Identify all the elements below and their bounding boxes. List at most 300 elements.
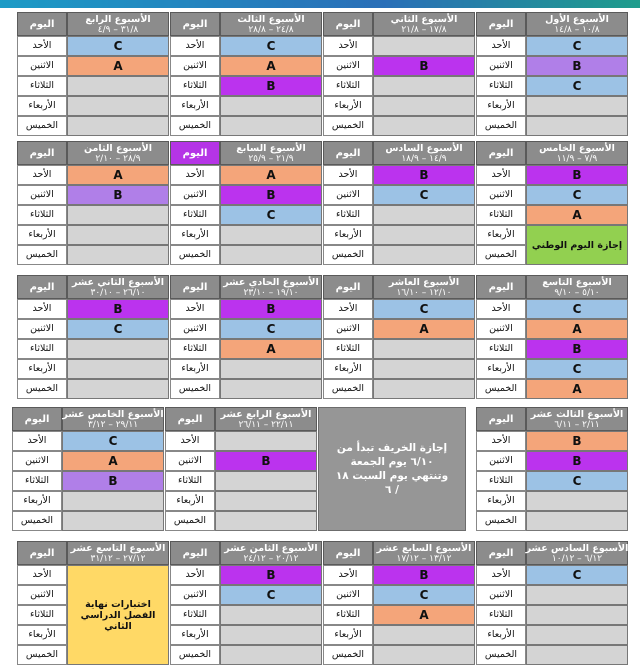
- rotation-cell[interactable]: C: [220, 319, 322, 339]
- rotation-cell[interactable]: A: [220, 165, 322, 185]
- day-name: الأربعاء: [170, 225, 220, 245]
- week-dates: ٢٦/١٠ – ٣٠/١٠: [90, 287, 146, 298]
- day-name: الخميس: [476, 379, 526, 399]
- rotation-cell[interactable]: [526, 625, 628, 645]
- week-header: [215, 407, 317, 431]
- week-table: [476, 407, 628, 531]
- week-header: [373, 12, 475, 36]
- week-title: الأسبوع الحادي عشر: [223, 276, 319, 288]
- day-row: [170, 116, 322, 136]
- rotation-cell[interactable]: [67, 359, 169, 379]
- day-name: الثلاثاء: [170, 339, 220, 359]
- day-column-header: اليوم: [17, 275, 67, 299]
- day-row: [323, 359, 475, 379]
- week-table: [170, 12, 322, 136]
- rotation-cell[interactable]: C: [373, 585, 475, 605]
- day-name: الأربعاء: [17, 96, 67, 116]
- day-name: الخميس: [476, 245, 526, 265]
- rotation-cell[interactable]: [373, 96, 475, 116]
- day-row: [476, 565, 628, 585]
- rotation-cell[interactable]: [220, 605, 322, 625]
- rotation-cell[interactable]: A: [220, 56, 322, 76]
- day-row: [323, 299, 475, 319]
- day-name: الأربعاء: [476, 225, 526, 245]
- day-name: الثلاثاء: [170, 205, 220, 225]
- day-column-header: اليوم: [17, 141, 67, 165]
- rotation-cell[interactable]: B: [373, 165, 475, 185]
- day-name: الثلاثاء: [165, 471, 215, 491]
- week-title: الأسبوع السادس عشر: [525, 542, 629, 554]
- rotation-cell[interactable]: B: [67, 185, 169, 205]
- day-name: الخميس: [476, 511, 526, 531]
- week-dates: ٢/١١ – ٦/١١: [554, 419, 600, 430]
- day-name: الخميس: [165, 511, 215, 531]
- week-table: [12, 407, 164, 531]
- rotation-cell[interactable]: A: [526, 319, 628, 339]
- rotation-cell[interactable]: C: [526, 76, 628, 96]
- autumn-break-notice: إجازة الخريف تبدأ من ٦/١٠ يوم الجمعة وتنتهي يوم السبت ١٨ / ٦: [318, 407, 466, 531]
- week-table: [476, 541, 628, 665]
- day-row: [323, 245, 475, 265]
- week-title: الأسبوع السابع: [236, 142, 306, 154]
- rotation-cell[interactable]: B: [62, 471, 164, 491]
- day-name: الثلاثاء: [170, 605, 220, 625]
- week-table: [323, 275, 475, 399]
- day-row: [323, 625, 475, 645]
- rotation-cell[interactable]: C: [373, 185, 475, 205]
- day-row: [17, 56, 169, 76]
- day-row: [165, 431, 317, 451]
- rotation-cell[interactable]: [526, 511, 628, 531]
- day-row: [170, 165, 322, 185]
- rotation-cell[interactable]: B: [526, 56, 628, 76]
- rotation-cell[interactable]: A: [526, 205, 628, 225]
- rotation-cell[interactable]: [526, 605, 628, 625]
- rotation-cell[interactable]: [373, 116, 475, 136]
- week-table: [476, 275, 628, 399]
- day-row: [17, 245, 169, 265]
- day-name: الخميس: [170, 645, 220, 665]
- day-column-header: اليوم: [170, 12, 220, 36]
- week-header: [373, 541, 475, 565]
- final-exams-note: اختبارات نهاية الفصل الدراسي الثاني: [67, 565, 169, 665]
- rotation-cell[interactable]: C: [526, 565, 628, 585]
- day-row: [323, 116, 475, 136]
- day-name: الثلاثاء: [17, 605, 67, 625]
- day-name: الأربعاء: [323, 225, 373, 245]
- day-name: الأربعاء: [170, 96, 220, 116]
- week-table: [170, 141, 322, 265]
- day-row: [476, 116, 628, 136]
- day-column-header: اليوم: [12, 407, 62, 431]
- day-row: [170, 205, 322, 225]
- day-name: الأحد: [170, 165, 220, 185]
- day-name: الاثنين: [170, 319, 220, 339]
- day-row: [476, 585, 628, 605]
- week-table: [165, 407, 317, 531]
- rotation-cell[interactable]: B: [526, 339, 628, 359]
- day-row: [323, 585, 475, 605]
- week-title: الأسبوع السابع عشر: [376, 542, 472, 554]
- rotation-cell[interactable]: [67, 76, 169, 96]
- week-title: الأسبوع السادس: [385, 142, 463, 154]
- rotation-cell[interactable]: [67, 96, 169, 116]
- week-dates: ١٢/١٠ – ١٦/١٠: [396, 287, 452, 298]
- rotation-cell[interactable]: [220, 379, 322, 399]
- day-row: [17, 185, 169, 205]
- week-title: الأسبوع الخامس: [539, 142, 615, 154]
- rotation-cell[interactable]: A: [526, 379, 628, 399]
- rotation-cell[interactable]: [220, 96, 322, 116]
- week-dates: ٧/٩ – ١١/٩: [556, 153, 598, 164]
- day-name: الأحد: [323, 165, 373, 185]
- rotation-cell[interactable]: C: [526, 36, 628, 56]
- rotation-cell[interactable]: [526, 96, 628, 116]
- day-name: الخميس: [170, 245, 220, 265]
- day-column-header: اليوم: [17, 12, 67, 36]
- day-name: الأحد: [476, 36, 526, 56]
- day-name: الاثنين: [476, 451, 526, 471]
- rotation-cell[interactable]: [220, 645, 322, 665]
- rotation-cell[interactable]: [373, 205, 475, 225]
- rotation-cell[interactable]: A: [373, 319, 475, 339]
- week-dates: ٦/١٢ – ١٠/١٢: [551, 553, 603, 564]
- week-table: [170, 541, 322, 665]
- day-name: الأحد: [17, 299, 67, 319]
- week-header: [220, 12, 322, 36]
- day-name: الأربعاء: [12, 491, 62, 511]
- day-name: الاثنين: [17, 585, 67, 605]
- rotation-cell[interactable]: [67, 339, 169, 359]
- day-row: [170, 379, 322, 399]
- day-row: [170, 585, 322, 605]
- day-row: [476, 359, 628, 379]
- day-row: [170, 565, 322, 585]
- day-row: [476, 471, 628, 491]
- week-header: [220, 541, 322, 565]
- week-dates: ١٣/١٢ – ١٧/١٢: [396, 553, 452, 564]
- top-accent-bar: [0, 0, 640, 8]
- day-name: الخميس: [170, 116, 220, 136]
- day-name: الأحد: [12, 431, 62, 451]
- week-title: الأسبوع الثالث: [237, 13, 305, 25]
- rotation-cell[interactable]: B: [526, 431, 628, 451]
- rotation-cell[interactable]: [526, 491, 628, 511]
- day-name: الأربعاء: [476, 96, 526, 116]
- day-row: [170, 56, 322, 76]
- rotation-cell[interactable]: B: [373, 565, 475, 585]
- week-title: الأسبوع العاشر: [388, 276, 460, 288]
- rotation-cell[interactable]: B: [220, 299, 322, 319]
- day-column-header: اليوم: [323, 141, 373, 165]
- day-row: [323, 319, 475, 339]
- week-title: الأسبوع الثالث عشر: [530, 408, 624, 420]
- rotation-cell[interactable]: C: [526, 299, 628, 319]
- day-name: الأحد: [323, 565, 373, 585]
- rotation-cell[interactable]: A: [67, 165, 169, 185]
- day-row: [476, 56, 628, 76]
- rotation-cell[interactable]: [215, 431, 317, 451]
- day-row: [12, 471, 164, 491]
- day-row: [170, 339, 322, 359]
- day-row: [476, 491, 628, 511]
- day-row: [17, 165, 169, 185]
- rotation-cell[interactable]: [526, 116, 628, 136]
- day-row: [165, 511, 317, 531]
- day-row: [17, 205, 169, 225]
- day-name: الاثنين: [476, 56, 526, 76]
- day-name: الأحد: [170, 565, 220, 585]
- rotation-cell[interactable]: [373, 359, 475, 379]
- day-column-header: اليوم: [165, 407, 215, 431]
- rotation-cell[interactable]: [526, 585, 628, 605]
- rotation-cell[interactable]: [215, 491, 317, 511]
- day-name: الأربعاء: [323, 359, 373, 379]
- rotation-cell[interactable]: [220, 116, 322, 136]
- day-name: الأحد: [170, 299, 220, 319]
- rotation-cell[interactable]: [62, 491, 164, 511]
- rotation-cell[interactable]: B: [526, 165, 628, 185]
- week-table: [17, 12, 169, 136]
- day-name: الأحد: [476, 431, 526, 451]
- day-row: [323, 165, 475, 185]
- rotation-cell[interactable]: A: [220, 339, 322, 359]
- day-row: [323, 36, 475, 56]
- week-header: [373, 275, 475, 299]
- week-title: الأسبوع الأول: [545, 13, 609, 25]
- day-row: [17, 319, 169, 339]
- rotation-cell[interactable]: [215, 471, 317, 491]
- week-title: الأسبوع التاسع: [542, 276, 612, 288]
- day-row: [12, 451, 164, 471]
- day-row: [12, 511, 164, 531]
- day-name: الثلاثاء: [323, 605, 373, 625]
- day-column-header: اليوم: [476, 275, 526, 299]
- week-header: [67, 275, 169, 299]
- day-row: [17, 379, 169, 399]
- rotation-cell[interactable]: [67, 245, 169, 265]
- rotation-cell[interactable]: [220, 245, 322, 265]
- day-row: [323, 205, 475, 225]
- week-header: [526, 541, 628, 565]
- week-title: الأسبوع الخامس عشر: [62, 408, 164, 420]
- day-row: [476, 185, 628, 205]
- day-column-header: اليوم: [323, 275, 373, 299]
- day-name: الاثنين: [170, 185, 220, 205]
- day-name: الثلاثاء: [323, 205, 373, 225]
- day-row: [323, 96, 475, 116]
- day-name: الخميس: [323, 116, 373, 136]
- rotation-cell[interactable]: C: [67, 319, 169, 339]
- day-name: الاثنين: [476, 319, 526, 339]
- rotation-cell[interactable]: C: [220, 205, 322, 225]
- rotation-cell[interactable]: [220, 225, 322, 245]
- day-row: [476, 165, 628, 185]
- day-row: [476, 451, 628, 471]
- day-row: [17, 299, 169, 319]
- day-column-header: اليوم: [323, 12, 373, 36]
- rotation-cell[interactable]: [526, 645, 628, 665]
- day-name: الاثنين: [476, 585, 526, 605]
- rotation-cell[interactable]: C: [62, 431, 164, 451]
- rotation-cell[interactable]: C: [220, 585, 322, 605]
- day-row: [17, 36, 169, 56]
- day-name: الأحد: [476, 165, 526, 185]
- day-row: [170, 36, 322, 56]
- day-name: الاثنين: [170, 56, 220, 76]
- week-title: الأسبوع الثامن عشر: [224, 542, 318, 554]
- day-row: [170, 625, 322, 645]
- day-name: الأربعاء: [476, 491, 526, 511]
- rotation-cell[interactable]: [373, 36, 475, 56]
- day-row: [17, 96, 169, 116]
- rotation-cell[interactable]: [67, 379, 169, 399]
- rotation-cell[interactable]: A: [373, 605, 475, 625]
- day-name: الاثنين: [165, 451, 215, 471]
- rotation-cell[interactable]: [67, 205, 169, 225]
- day-row: [170, 185, 322, 205]
- day-name: الخميس: [17, 379, 67, 399]
- day-name: الثلاثاء: [476, 339, 526, 359]
- rotation-cell[interactable]: [373, 625, 475, 645]
- rotation-cell[interactable]: B: [373, 56, 475, 76]
- rotation-cell[interactable]: [215, 511, 317, 531]
- day-name: الخميس: [17, 645, 67, 665]
- day-name: الثلاثاء: [476, 205, 526, 225]
- day-name: الاثنين: [12, 451, 62, 471]
- day-column-header: اليوم: [323, 541, 373, 565]
- day-row: [323, 185, 475, 205]
- rotation-cell[interactable]: [373, 645, 475, 665]
- day-name: الثلاثاء: [476, 76, 526, 96]
- day-name: الأربعاء: [17, 225, 67, 245]
- day-row: [170, 245, 322, 265]
- day-row: [170, 96, 322, 116]
- rotation-cell[interactable]: [67, 116, 169, 136]
- day-row: [165, 451, 317, 471]
- day-column-header: اليوم: [476, 407, 526, 431]
- day-row: [170, 225, 322, 245]
- week-header: [526, 407, 628, 431]
- rotation-cell[interactable]: B: [220, 185, 322, 205]
- day-name: الاثنين: [170, 585, 220, 605]
- day-row: [170, 359, 322, 379]
- rotation-cell[interactable]: C: [220, 36, 322, 56]
- day-name: الخميس: [323, 245, 373, 265]
- rotation-cell[interactable]: B: [220, 76, 322, 96]
- rotation-cell[interactable]: A: [62, 451, 164, 471]
- day-name: الأربعاء: [17, 625, 67, 645]
- day-name: الثلاثاء: [476, 605, 526, 625]
- day-name: الأربعاء: [170, 359, 220, 379]
- day-row: [12, 431, 164, 451]
- day-column-header: اليوم: [476, 141, 526, 165]
- week-dates: ٢٤/٨ – ٢٨/٨: [248, 24, 294, 35]
- day-name: الثلاثاء: [17, 339, 67, 359]
- rotation-cell[interactable]: B: [67, 299, 169, 319]
- rotation-cell[interactable]: B: [220, 565, 322, 585]
- day-row: [323, 339, 475, 359]
- week-dates: ٢٧/١٢ – ٣١/١٢: [90, 553, 146, 564]
- day-name: الخميس: [476, 645, 526, 665]
- day-row: [476, 76, 628, 96]
- day-row: [323, 605, 475, 625]
- day-column-header: اليوم: [170, 141, 220, 165]
- week-header: [373, 141, 475, 165]
- day-row: [323, 645, 475, 665]
- rotation-cell[interactable]: [373, 76, 475, 96]
- day-row: [476, 205, 628, 225]
- rotation-cell[interactable]: C: [67, 36, 169, 56]
- day-name: الثلاثاء: [476, 471, 526, 491]
- rotation-cell[interactable]: C: [526, 471, 628, 491]
- week-header: [526, 141, 628, 165]
- week-title: الأسبوع الرابع: [85, 13, 151, 25]
- rotation-cell[interactable]: [220, 625, 322, 645]
- week-dates: ٢٩/١١ – ٣/١٢: [87, 419, 139, 430]
- day-name: الأحد: [476, 565, 526, 585]
- day-name: الخميس: [323, 645, 373, 665]
- national-day-holiday: إجازة اليوم الوطني: [526, 225, 628, 265]
- day-name: الاثنين: [323, 56, 373, 76]
- week-dates: ١٩/١٠ – ٢٣/١٠: [243, 287, 299, 298]
- day-name: الأربعاء: [323, 625, 373, 645]
- day-row: [17, 116, 169, 136]
- rotation-cell[interactable]: C: [373, 299, 475, 319]
- week-dates: ٢٨/٩ – ٢/١٠: [95, 153, 141, 164]
- day-name: الأحد: [476, 299, 526, 319]
- rotation-cell[interactable]: [373, 379, 475, 399]
- week-dates: ١٤/٩ – ١٨/٩: [401, 153, 447, 164]
- day-row: [323, 379, 475, 399]
- rotation-cell[interactable]: [373, 225, 475, 245]
- week-header: [220, 275, 322, 299]
- day-name: الأربعاء: [170, 625, 220, 645]
- rotation-cell[interactable]: B: [526, 451, 628, 471]
- rotation-cell[interactable]: [220, 359, 322, 379]
- week-header: [67, 141, 169, 165]
- day-row: [476, 431, 628, 451]
- day-name: الخميس: [17, 116, 67, 136]
- week-table: [17, 141, 169, 265]
- day-name: الثلاثاء: [17, 76, 67, 96]
- day-row: [17, 339, 169, 359]
- week-title: الأسبوع الثامن: [83, 142, 152, 154]
- day-row: [170, 76, 322, 96]
- day-name: الخميس: [170, 379, 220, 399]
- day-name: الثلاثاء: [17, 205, 67, 225]
- week-header: [526, 12, 628, 36]
- day-name: الخميس: [476, 116, 526, 136]
- rotation-cell[interactable]: C: [526, 185, 628, 205]
- week-title: الأسبوع الثاني عشر: [71, 276, 165, 288]
- day-row: [165, 491, 317, 511]
- week-header: [67, 541, 169, 565]
- day-row: [476, 339, 628, 359]
- rotation-cell[interactable]: [62, 511, 164, 531]
- day-name: الأحد: [17, 36, 67, 56]
- day-column-header: اليوم: [17, 541, 67, 565]
- rotation-cell[interactable]: [67, 225, 169, 245]
- day-row: [170, 319, 322, 339]
- week-header: [526, 275, 628, 299]
- rotation-cell[interactable]: B: [215, 451, 317, 471]
- rotation-cell[interactable]: A: [67, 56, 169, 76]
- rotation-cell[interactable]: [373, 339, 475, 359]
- rotation-cell[interactable]: C: [526, 359, 628, 379]
- rotation-cell[interactable]: [373, 245, 475, 265]
- day-name: الاثنين: [476, 185, 526, 205]
